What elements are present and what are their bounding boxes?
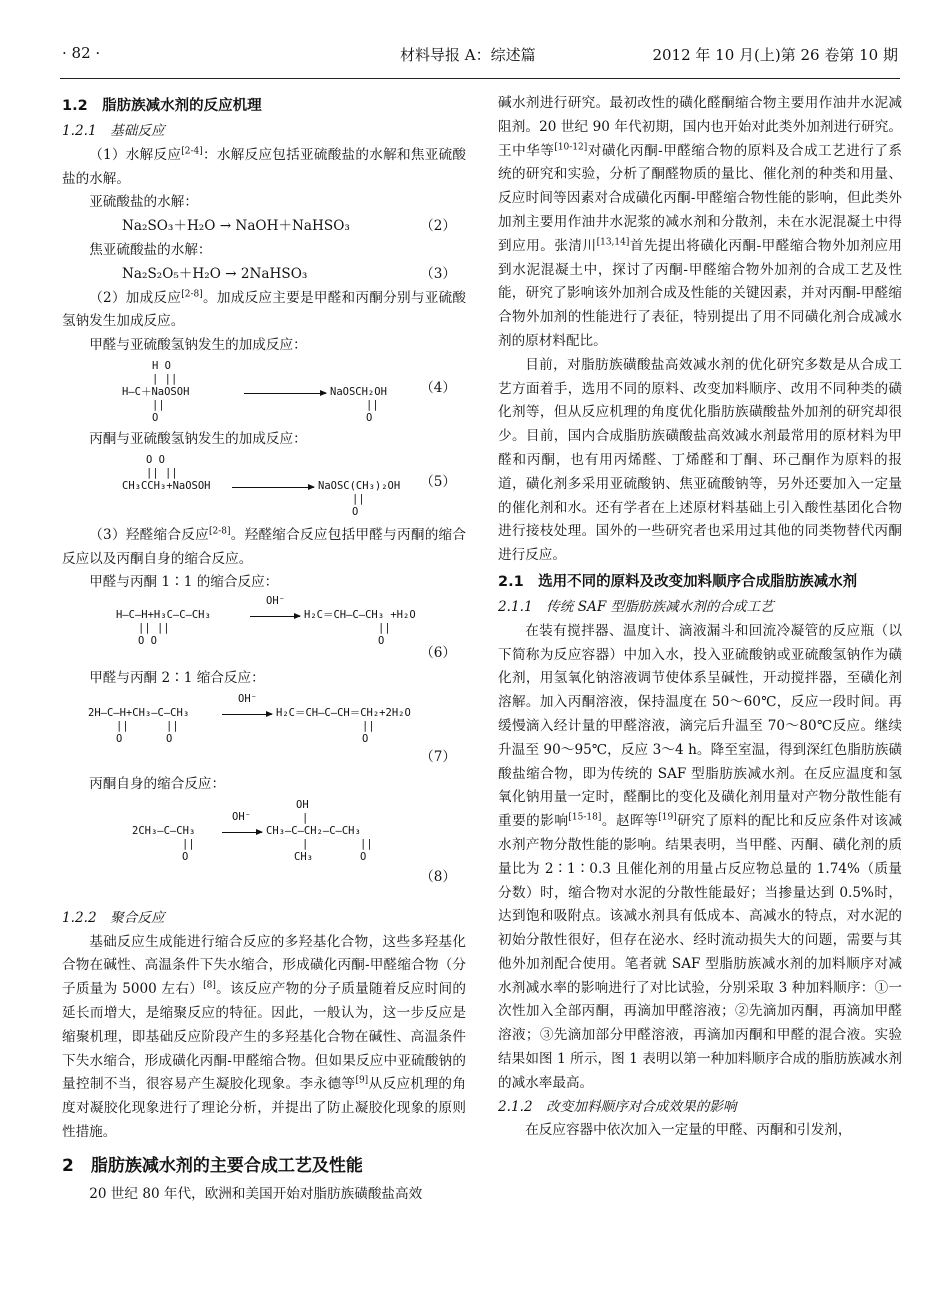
ratio-1-1-label: 甲醛与丙酮 1∶1 的缩合反应： (89, 574, 279, 591)
journal-name: 材料导报 A：综述篇 (400, 46, 536, 64)
equation-8: OH | 2CH₃—C—CH₃ OH⁻ CH₃—C—CH₂—C—CH₃ || O | CH₃ || O （8） (132, 798, 456, 885)
acetone-addition-label: 丙酮与亚硫酸氢钠发生的加成反应： (89, 430, 307, 447)
formaldehyde-addition-label: 甲醛与亚硫酸氢钠发生的加成反应： (89, 337, 307, 354)
hydrolysis-paragraph: （1）水解反应[2-4]：水解反应包括亚硫酸盐的水解和焦亚硫酸盐的水解。 (62, 146, 466, 187)
self-condensation-label: 丙酮自身的缩合反应： (89, 775, 226, 792)
equation-7: 2H—C—H+CH₃—C—CH₃ OH⁻ H₂C＝CH—C—CH＝CH₂+2H₂O || || || O O O （7） (88, 692, 456, 765)
aldol-paragraph: （3）羟醛缩合反应[2-8]。羟醛缩合反应包括甲醛与丙酮的缩合反应以及丙酮自身的缩合反应。 (62, 526, 467, 567)
pyrosulfite-label: 焦亚硫酸盐的水解： (89, 241, 212, 258)
right-column (498, 92, 902, 1143)
section-2-intro: 20 世纪 80 年代，欧洲和美国开始对脂肪族磺酸盐高效 (89, 1185, 423, 1202)
equation-2: Na₂SO₃＋H₂O → NaOH＋NaHSO₃ （2） (122, 218, 456, 235)
addition-paragraph: （2）加成反应[2-8]。加成反应主要是甲醛和丙酮分别与亚硫酸氢钠发生加成反应。 (62, 289, 466, 330)
section-1-2-heading: 1.2 脂肪族减水剂的反应机理 (62, 98, 262, 114)
ratio-2-1-label: 甲醛与丙酮 2∶1 缩合反应： (89, 670, 265, 687)
section-2-1-1-heading: 2.1.1 传统 SAF 型脂肪族减水剂的合成工艺 (498, 598, 774, 615)
section-1-2-2-heading: 1.2.2 聚合反应 (62, 909, 165, 926)
reaction-arrow (232, 487, 314, 488)
issue-info: 2012 年 10 月(上)第 26 卷第 10 期 (652, 46, 898, 64)
history-paragraph: 碱水剂进行研究。最初改性的磺化醛酮缩合物主要用作油井水泥减阻剂。20 世纪 90 年代初期，国内也开始对此类外加剂进行研究。王中华等[10-12]对磺化丙酮-甲醛缩合物的原料及合成工艺进行了系统的研究和实验，分析了酮醛物质的量比、催化剂的种类和用量、反应时间等因素对合成磺化丙酮-甲醛缩合物性能的影响，但此类外加剂主要用作油井水泥浆的减水剂和分散剂，未在水泥混凝土中得到应用。张清川[13,14]首先提出将磺化丙酮-甲醛缩合物外加剂应用到水泥混凝土中，探讨了丙酮-甲醛缩合物外加剂的合成工艺及性能，研究了影响该外加剂合成及性能的关键因素，并对丙酮-甲醛缩合物外加剂的性能进行了表征，特别提出了用不同磺化剂合成减水剂的原材料配比。 (498, 95, 903, 349)
header-rule (60, 78, 900, 79)
saf-synthesis-paragraph: 在装有搅拌器、温度计、滴液漏斗和回流冷凝管的反应瓶（以下简称为反应容器）中加入水，投入亚硫酸钠或亚硫酸氢钠作为磺化剂，用氢氧化钠溶液调节使体系呈碱性，开动搅拌器，至磺化剂溶解。加入丙酮溶液，保持温度在 50～60℃，反应一段时间。再缓慢滴入经计量的甲醛溶液，滴完后升温至 70～80℃反应。继续升温至 90～95℃，反应 3～4 h。降至室温，得到深红色脂肪族磺酸盐缩合物，即为传统的 SAF 型脂肪族减水剂。在反应温度和氢氧化钠用量一定时，醛酮比的变化及磺化剂用量对产物分散性能有重要的影响[15-18]。赵晖等[19]研究了原料的配比和反应条件对该减水剂产物分散性能的影响。结果表明，当甲醛、丙酮、磺化剂的质量比为 2∶1∶0.3 且催化剂的用量占反应物总量的 1.74%（质量分数）时，缩合物对水泥的分散性能最好；当掺量达到 0.5%时，达到饱和吸附点。该减水剂具有低成本、高减水的特点，对水泥的初始分散性很好，但存在泌水、经时流动损失大的问题，需要与其他外加剂配合使用。笔者就 SAF 型脂肪族减水剂的加料顺序对减水剂减水率的影响进行了对比试验，分别采取 3 种加料顺序：①一次性加入全部丙酮，再滴加甲醛溶液；②先滴加丙酮，再滴加甲醛溶液；③先滴加部分甲醛溶液，再滴加丙酮和甲醛的混合液。实验结果如图 1 所示，图 1 表明以第一种加料顺序合成的脂肪族减水剂的减水率最高。 (498, 622, 903, 1091)
polymerization-paragraph: 基础反应生成能进行缩合反应的多羟基化合物，这些多羟基化合物在碱性、高温条件下失水缩合，形成磺化丙酮-甲醛缩合物（分子质量为 5000 左右）[8]。该反应产物的分子质量随着反应时间的延长而增大，是缩聚反应的特征。因此，一般认为，这一步反应是缩聚机理，即基础反应阶段产生的多羟基化合物在碱性、高温条件下失水缩合，形成磺化丙酮-甲醛缩合物。但如果反应中亚硫酸钠的量控制不当，很容易产生凝胶化现象。李永德等[9]从反应机理的角度对凝胶化现象进行了理论分析，并提出了防止凝胶化现象的原则性措施。 (62, 933, 466, 1140)
reaction-arrow (222, 714, 272, 715)
page-number: · 82 · (62, 44, 101, 62)
section-2-1-heading: 2.1 选用不同的原料及改变加料顺序合成脂肪族减水剂 (498, 573, 858, 590)
left-column (62, 92, 466, 1207)
equation-6: H—C—H+H₃C—C—CH₃ OH⁻ H₂C＝CH—C—CH₃ +H₂O || || O O || O （6） (116, 595, 456, 662)
reaction-arrow (222, 832, 262, 833)
optimization-paragraph: 目前，对脂肪族磺酸盐高效减水剂的优化研究多数是从合成工艺方面着手，选用不同的原料、改变加料顺序、改用不同种类的磺化剂等，但从反应机理的角度优化脂肪族磺酸盐外加剂的研究却很少。目前，国内合成脂肪族磺酸盐高效减水剂最常用的原材料为甲醛和丙酮，也有用丙烯醛、丁烯醛和丁酮、环己酮作为原料的报道，磺化剂多采用亚硫酸钠、焦亚硫酸钠等，另外还要加入一定量的催化剂和水。还有学者在上述原材料基础上引入酸性基团化合物进行接枝处理。国外的一些研究者也采用过其他的同类物替代丙酮进行反应。 (498, 356, 902, 564)
feed-order-paragraph: 在反应容器中依次加入一定量的甲醛、丙酮和引发剂， (525, 1122, 852, 1139)
section-2-1-2-heading: 2.1.2 改变加料顺序对合成效果的影响 (498, 1098, 737, 1115)
equation-3: Na₂S₂O₅＋H₂O → 2NaHSO₃ （3） (122, 265, 456, 282)
reaction-arrow (244, 393, 326, 394)
equation-5: O O || || CH₃CCH₃+NaOSOH NaOSC(CH₃)₂OH || O （5） (122, 453, 456, 518)
sulfite-label: 亚硫酸盐的水解： (89, 194, 198, 211)
equation-4: H O | || H—C＋NaOSOH NaOSCH₂OH || || O O （4） (122, 359, 456, 424)
section-1-2-1-heading: 1.2.1 基础反应 (62, 123, 165, 139)
section-2-heading: 2 脂肪族减水剂的主要合成工艺及性能 (62, 1155, 363, 1176)
reaction-arrow (250, 616, 300, 617)
